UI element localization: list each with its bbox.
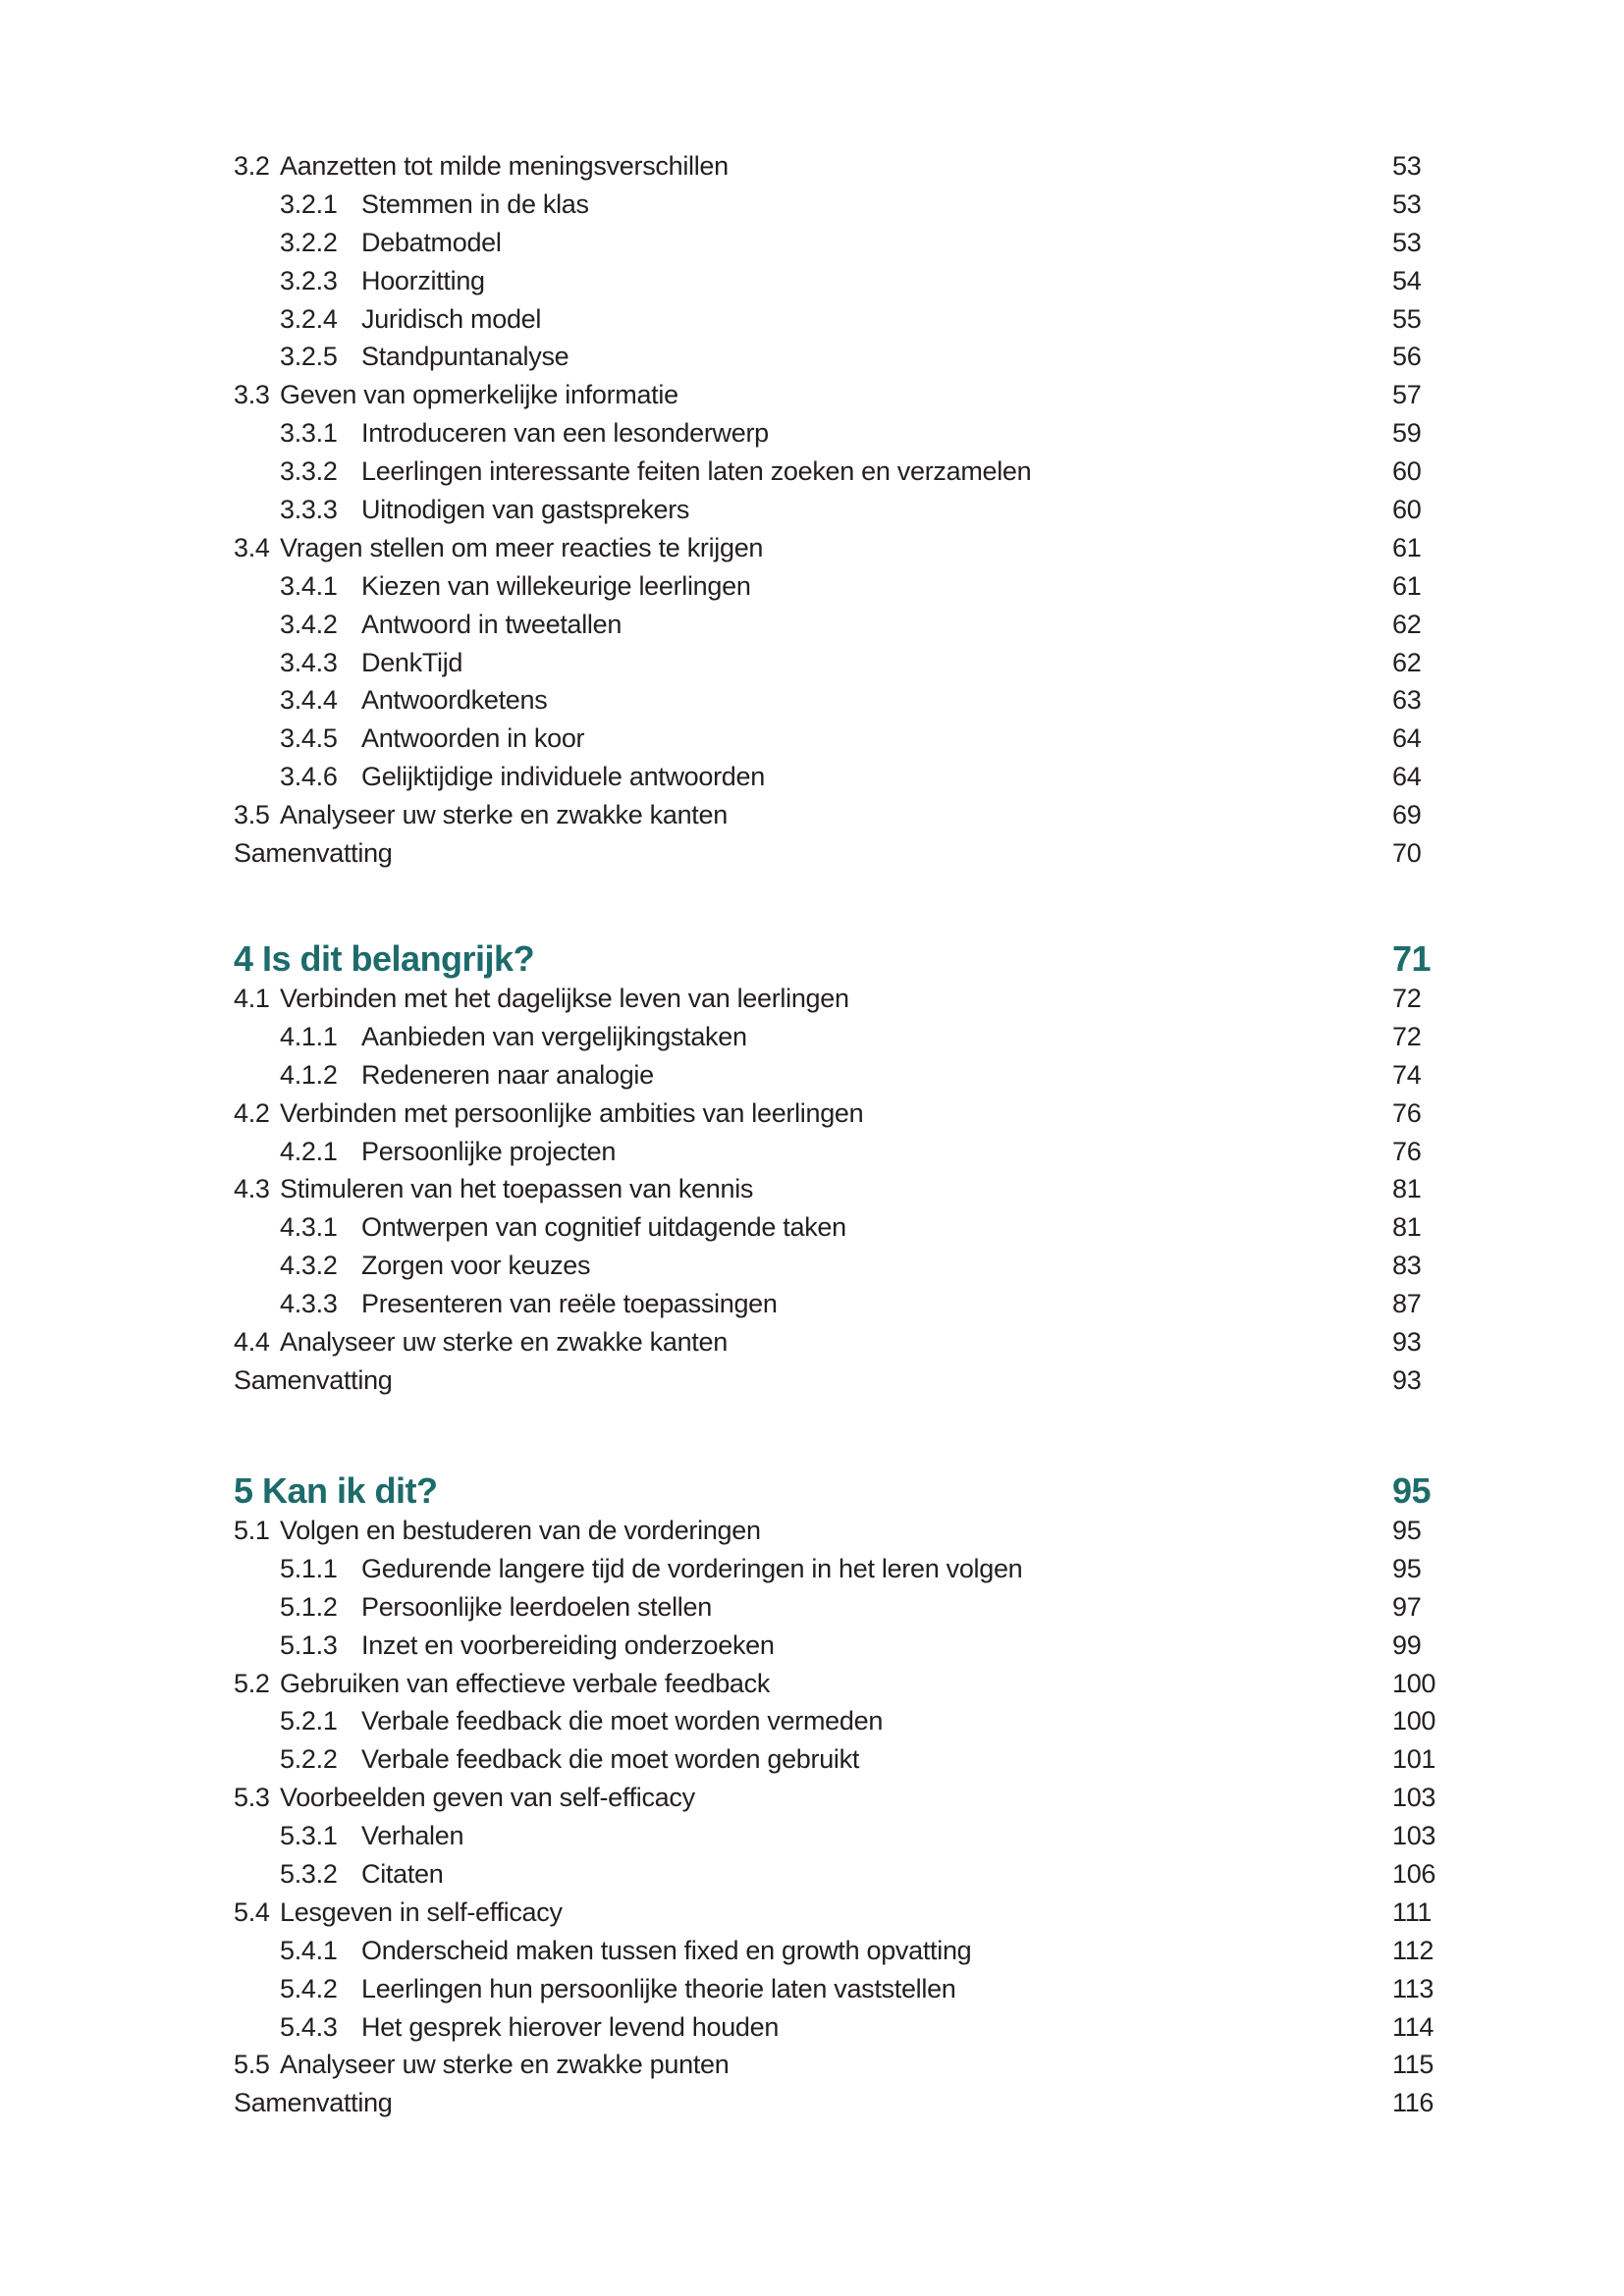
entry-title: Verbale feedback die moet worden gebruikt bbox=[361, 1744, 860, 1775]
toc-subsection-entry[interactable] bbox=[234, 300, 1451, 339]
entry-title: Het gesprek hierover levend houden bbox=[361, 2011, 780, 2042]
entry-title: Debatmodel bbox=[361, 227, 502, 257]
entry-page-number: 59 bbox=[1392, 418, 1422, 449]
entry-page-number: 87 bbox=[1392, 1289, 1422, 1319]
entry-title: Introduceren van een lesonderwerp bbox=[361, 418, 769, 449]
entry-page-number: 115 bbox=[1392, 2050, 1435, 2080]
entry-page-number: 95 bbox=[1392, 1516, 1422, 1545]
entry-title: Stemmen in de klas bbox=[361, 188, 589, 219]
entry-title: Stimuleren van het toepassen van kennis bbox=[280, 1174, 754, 1204]
entry-page-number: 62 bbox=[1392, 647, 1422, 677]
entry-page-number: 61 bbox=[1392, 570, 1422, 601]
entry-page-number: 101 bbox=[1392, 1744, 1436, 1775]
entry-number: 3.4.4 bbox=[280, 685, 338, 716]
toc-chapter-3-continued bbox=[234, 147, 1451, 873]
entry-number: 5.4.2 bbox=[280, 1973, 338, 2003]
entry-page-number: 63 bbox=[1392, 685, 1422, 716]
entry-title: Voorbeelden geven van self-efficacy bbox=[280, 1783, 695, 1813]
entry-number: 3.4.5 bbox=[280, 723, 338, 754]
toc-summary-entry[interactable] bbox=[234, 1362, 1451, 1400]
entry-number: 5.4 bbox=[234, 1896, 270, 1927]
entry-page-number: 93 bbox=[1392, 1364, 1422, 1395]
entry-number: 5.3 bbox=[234, 1783, 270, 1813]
entry-number: 4.3.1 bbox=[280, 1212, 338, 1243]
entry-page-number: 53 bbox=[1392, 151, 1422, 181]
toc-subsection-entry[interactable] bbox=[234, 1970, 1451, 2008]
chapter-page-number: 71 bbox=[1392, 938, 1432, 979]
entry-page-number: 112 bbox=[1392, 1935, 1435, 1965]
toc-subsection-entry[interactable] bbox=[234, 758, 1451, 796]
entry-title: Geven van opmerkelijke informatie bbox=[280, 380, 678, 410]
toc-subsection-entry[interactable] bbox=[234, 1702, 1451, 1740]
entry-page-number: 64 bbox=[1392, 762, 1422, 792]
toc-section-entry[interactable] bbox=[234, 796, 1451, 834]
entry-title: Ontwerpen van cognitief uitdagende taken bbox=[361, 1212, 846, 1243]
toc-subsection-entry[interactable] bbox=[234, 1855, 1451, 1894]
entry-title: Uitnodigen van gastsprekers bbox=[361, 495, 690, 525]
entry-page-number: 61 bbox=[1392, 532, 1422, 562]
entry-number: 5.1.1 bbox=[280, 1553, 338, 1583]
toc-subsection-entry[interactable] bbox=[234, 1285, 1451, 1323]
entry-page-number: 106 bbox=[1392, 1859, 1436, 1890]
toc-subsection-entry[interactable] bbox=[234, 224, 1451, 262]
entry-number: 5.3.1 bbox=[280, 1821, 338, 1851]
entry-number: 4.1.1 bbox=[280, 1021, 338, 1051]
entry-title: Onderscheid maken tussen fixed en growth opvatting bbox=[361, 1935, 972, 1965]
entry-title: Antwoorden in koor bbox=[361, 723, 585, 754]
entry-page-number: 56 bbox=[1392, 342, 1422, 372]
entry-page-number: 97 bbox=[1392, 1591, 1422, 1622]
entry-title: Volgen en bestuderen van de vorderingen bbox=[280, 1516, 761, 1545]
entry-title: Lesgeven in self-efficacy bbox=[280, 1896, 563, 1927]
entry-title: Vragen stellen om meer reacties te krijgen bbox=[280, 532, 764, 562]
entry-page-number: 83 bbox=[1392, 1251, 1422, 1281]
entry-number: 3.4.2 bbox=[280, 609, 338, 639]
toc-subsection-entry[interactable] bbox=[234, 491, 1451, 529]
entry-number: 4.2 bbox=[234, 1097, 270, 1128]
entry-title: Kiezen van willekeurige leerlingen bbox=[361, 570, 751, 601]
entry-title: Persoonlijke leerdoelen stellen bbox=[361, 1591, 712, 1622]
toc-section-entry[interactable] bbox=[234, 1095, 1451, 1133]
toc-subsection-entry[interactable] bbox=[234, 1932, 1451, 1970]
entry-page-number: 57 bbox=[1392, 380, 1422, 410]
entry-number: 3.2 bbox=[234, 151, 270, 181]
entry-page-number: 93 bbox=[1392, 1327, 1422, 1358]
toc-subsection-entry[interactable] bbox=[234, 414, 1451, 453]
entry-title: Antwoord in tweetallen bbox=[361, 609, 623, 639]
entry-number: 3.2.5 bbox=[280, 342, 338, 372]
entry-title: Zorgen voor keuzes bbox=[361, 1251, 591, 1281]
entry-number: 5.4.1 bbox=[280, 1935, 338, 1965]
entry-number: 5.5 bbox=[234, 2050, 270, 2080]
entry-number: 4.1.2 bbox=[280, 1059, 338, 1090]
entry-title: Verhalen bbox=[361, 1821, 464, 1851]
entry-page-number: 103 bbox=[1392, 1821, 1436, 1851]
entry-page-number: 100 bbox=[1392, 1668, 1436, 1698]
toc-section-entry[interactable] bbox=[234, 1894, 1451, 1932]
entry-number: 3.2.4 bbox=[280, 303, 338, 334]
entry-title: Gedurende langere tijd de vorderingen in het leren volgen bbox=[361, 1553, 1023, 1583]
toc-subsection-entry[interactable] bbox=[234, 567, 1451, 606]
toc-section-entry[interactable] bbox=[234, 1323, 1451, 1362]
toc-subsection-entry[interactable] bbox=[234, 681, 1451, 720]
chapter-heading[interactable] bbox=[234, 938, 1451, 980]
toc-section-entry[interactable] bbox=[234, 980, 1451, 1018]
entry-number: 4.3.2 bbox=[280, 1251, 338, 1281]
entry-number: 4.3 bbox=[234, 1174, 270, 1204]
entry-number: 4.1 bbox=[234, 984, 270, 1013]
entry-title: Samenvatting bbox=[234, 838, 393, 869]
entry-number: 3.3 bbox=[234, 380, 270, 410]
entry-number: 3.2.1 bbox=[280, 188, 338, 219]
entry-page-number: 99 bbox=[1392, 1629, 1422, 1660]
entry-page-number: 72 bbox=[1392, 1021, 1422, 1051]
entry-number: 3.3.1 bbox=[280, 418, 338, 449]
toc-subsection-entry[interactable] bbox=[234, 1817, 1451, 1855]
entry-number: 5.1 bbox=[234, 1516, 270, 1545]
entry-number: 4.2.1 bbox=[280, 1136, 338, 1166]
toc-section-entry[interactable] bbox=[234, 376, 1451, 414]
entry-title: Analyseer uw sterke en zwakke punten bbox=[280, 2050, 730, 2080]
toc-subsection-entry[interactable] bbox=[234, 2008, 1451, 2047]
toc-section-entry[interactable] bbox=[234, 2046, 1451, 2084]
entry-page-number: 113 bbox=[1392, 1973, 1435, 2003]
toc-section-entry[interactable] bbox=[234, 1779, 1451, 1817]
entry-page-number: 55 bbox=[1392, 303, 1422, 334]
entry-title: Citaten bbox=[361, 1859, 444, 1890]
entry-title: Analyseer uw sterke en zwakke kanten bbox=[280, 1327, 728, 1358]
entry-page-number: 69 bbox=[1392, 800, 1422, 830]
entry-title: Samenvatting bbox=[234, 1364, 393, 1395]
toc-subsection-entry[interactable] bbox=[234, 1588, 1451, 1627]
entry-number: 3.4.1 bbox=[280, 570, 338, 601]
entry-title: Aanzetten tot milde meningsverschillen bbox=[280, 151, 729, 181]
toc-section-entry[interactable] bbox=[234, 1665, 1451, 1703]
entry-number: 5.2.1 bbox=[280, 1706, 338, 1736]
entry-page-number: 70 bbox=[1392, 838, 1422, 869]
entry-title: Juridisch model bbox=[361, 303, 542, 334]
toc-chapter-4 bbox=[234, 938, 1451, 1400]
entry-title: Standpuntanalyse bbox=[361, 342, 569, 372]
entry-number: 3.2.2 bbox=[280, 227, 338, 257]
entry-title: Inzet en voorbereiding onderzoeken bbox=[361, 1629, 775, 1660]
entry-number: 5.1.2 bbox=[280, 1591, 338, 1622]
entry-number: 4.3.3 bbox=[280, 1289, 338, 1319]
toc-subsection-entry[interactable] bbox=[234, 453, 1451, 491]
entry-number: 3.5 bbox=[234, 800, 270, 830]
entry-number: 5.3.2 bbox=[280, 1859, 338, 1890]
entry-title: Verbinden met het dagelijkse leven van leerlingen bbox=[280, 984, 849, 1013]
entry-title: Hoorzitting bbox=[361, 265, 485, 295]
toc-subsection-entry[interactable] bbox=[234, 338, 1451, 376]
entry-number: 3.4.3 bbox=[280, 647, 338, 677]
entry-page-number: 74 bbox=[1392, 1059, 1422, 1090]
toc-subsection-entry[interactable] bbox=[234, 720, 1451, 758]
toc-subsection-entry[interactable] bbox=[234, 262, 1451, 300]
toc-section-entry[interactable] bbox=[234, 1170, 1451, 1208]
entry-number: 3.3.3 bbox=[280, 495, 338, 525]
entry-title: Antwoordketens bbox=[361, 685, 548, 716]
entry-title: Verbale feedback die moet worden vermeden bbox=[361, 1706, 884, 1736]
entry-page-number: 53 bbox=[1392, 188, 1422, 219]
entry-page-number: 53 bbox=[1392, 227, 1422, 257]
entry-page-number: 95 bbox=[1392, 1553, 1422, 1583]
entry-page-number: 64 bbox=[1392, 723, 1422, 754]
entry-page-number: 76 bbox=[1392, 1136, 1422, 1166]
entry-title: Analyseer uw sterke en zwakke kanten bbox=[280, 800, 728, 830]
entry-number: 3.4.6 bbox=[280, 762, 338, 792]
toc-subsection-entry[interactable] bbox=[234, 1018, 1451, 1056]
entry-title: Gelijktijdige individuele antwoorden bbox=[361, 762, 765, 792]
chapter-page-number: 95 bbox=[1392, 1470, 1432, 1511]
entry-page-number: 103 bbox=[1392, 1783, 1436, 1813]
entry-page-number: 60 bbox=[1392, 456, 1422, 487]
toc-section-entry[interactable] bbox=[234, 529, 1451, 567]
entry-number: 5.4.3 bbox=[280, 2011, 338, 2042]
entry-number: 4.4 bbox=[234, 1327, 270, 1358]
chapter-title: 5 Kan ik dit? bbox=[234, 1470, 438, 1511]
toc-subsection-entry[interactable] bbox=[234, 1550, 1451, 1588]
toc-subsection-entry[interactable] bbox=[234, 1627, 1451, 1665]
entry-title: Gebruiken van effectieve verbale feedback bbox=[280, 1668, 771, 1698]
entry-title: Leerlingen hun persoonlijke theorie laten vaststellen bbox=[361, 1973, 956, 2003]
toc-summary-entry[interactable] bbox=[234, 2084, 1451, 2122]
entry-page-number: 54 bbox=[1392, 265, 1422, 295]
entry-page-number: 76 bbox=[1392, 1097, 1422, 1128]
toc-subsection-entry[interactable] bbox=[234, 1740, 1451, 1779]
entry-number: 3.4 bbox=[234, 532, 270, 562]
chapter-heading[interactable] bbox=[234, 1470, 1451, 1512]
entry-title: Persoonlijke projecten bbox=[361, 1136, 617, 1166]
toc-subsection-entry[interactable] bbox=[234, 606, 1451, 644]
entry-number: 3.3.2 bbox=[280, 456, 338, 487]
toc-subsection-entry[interactable] bbox=[234, 1247, 1451, 1285]
entry-number: 5.2 bbox=[234, 1668, 270, 1698]
entry-number: 3.2.3 bbox=[280, 265, 338, 295]
entry-title: DenkTijd bbox=[361, 647, 463, 677]
toc-subsection-entry[interactable] bbox=[234, 644, 1451, 682]
entry-title: Leerlingen interessante feiten laten zoeken en verzamelen bbox=[361, 456, 1032, 487]
toc-subsection-entry[interactable] bbox=[234, 1056, 1451, 1095]
toc-section-entry[interactable] bbox=[234, 147, 1451, 186]
toc-section-entry[interactable] bbox=[234, 1512, 1451, 1550]
entry-number: 5.1.3 bbox=[280, 1629, 338, 1660]
entry-title: Presenteren van reële toepassingen bbox=[361, 1289, 778, 1319]
toc-chapter-5 bbox=[234, 1470, 1451, 2122]
entry-title: Samenvatting bbox=[234, 2088, 393, 2118]
entry-title: Verbinden met persoonlijke ambities van leerlingen bbox=[280, 1097, 864, 1128]
toc-subsection-entry[interactable] bbox=[234, 1133, 1451, 1171]
entry-page-number: 62 bbox=[1392, 609, 1422, 639]
entry-page-number: 81 bbox=[1392, 1212, 1422, 1243]
entry-title: Redeneren naar analogie bbox=[361, 1059, 654, 1090]
toc-summary-entry[interactable] bbox=[234, 834, 1451, 873]
entry-page-number: 114 bbox=[1392, 2011, 1435, 2042]
toc-subsection-entry[interactable] bbox=[234, 1208, 1451, 1247]
entry-page-number: 116 bbox=[1392, 2088, 1435, 2118]
chapter-title: 4 Is dit belangrijk? bbox=[234, 938, 535, 979]
entry-page-number: 111 bbox=[1392, 1896, 1433, 1927]
entry-number: 5.2.2 bbox=[280, 1744, 338, 1775]
entry-page-number: 60 bbox=[1392, 495, 1422, 525]
entry-page-number: 81 bbox=[1392, 1174, 1422, 1204]
toc-subsection-entry[interactable] bbox=[234, 186, 1451, 224]
entry-page-number: 100 bbox=[1392, 1706, 1436, 1736]
entry-page-number: 72 bbox=[1392, 984, 1422, 1013]
entry-title: Aanbieden van vergelijkingstaken bbox=[361, 1021, 747, 1051]
